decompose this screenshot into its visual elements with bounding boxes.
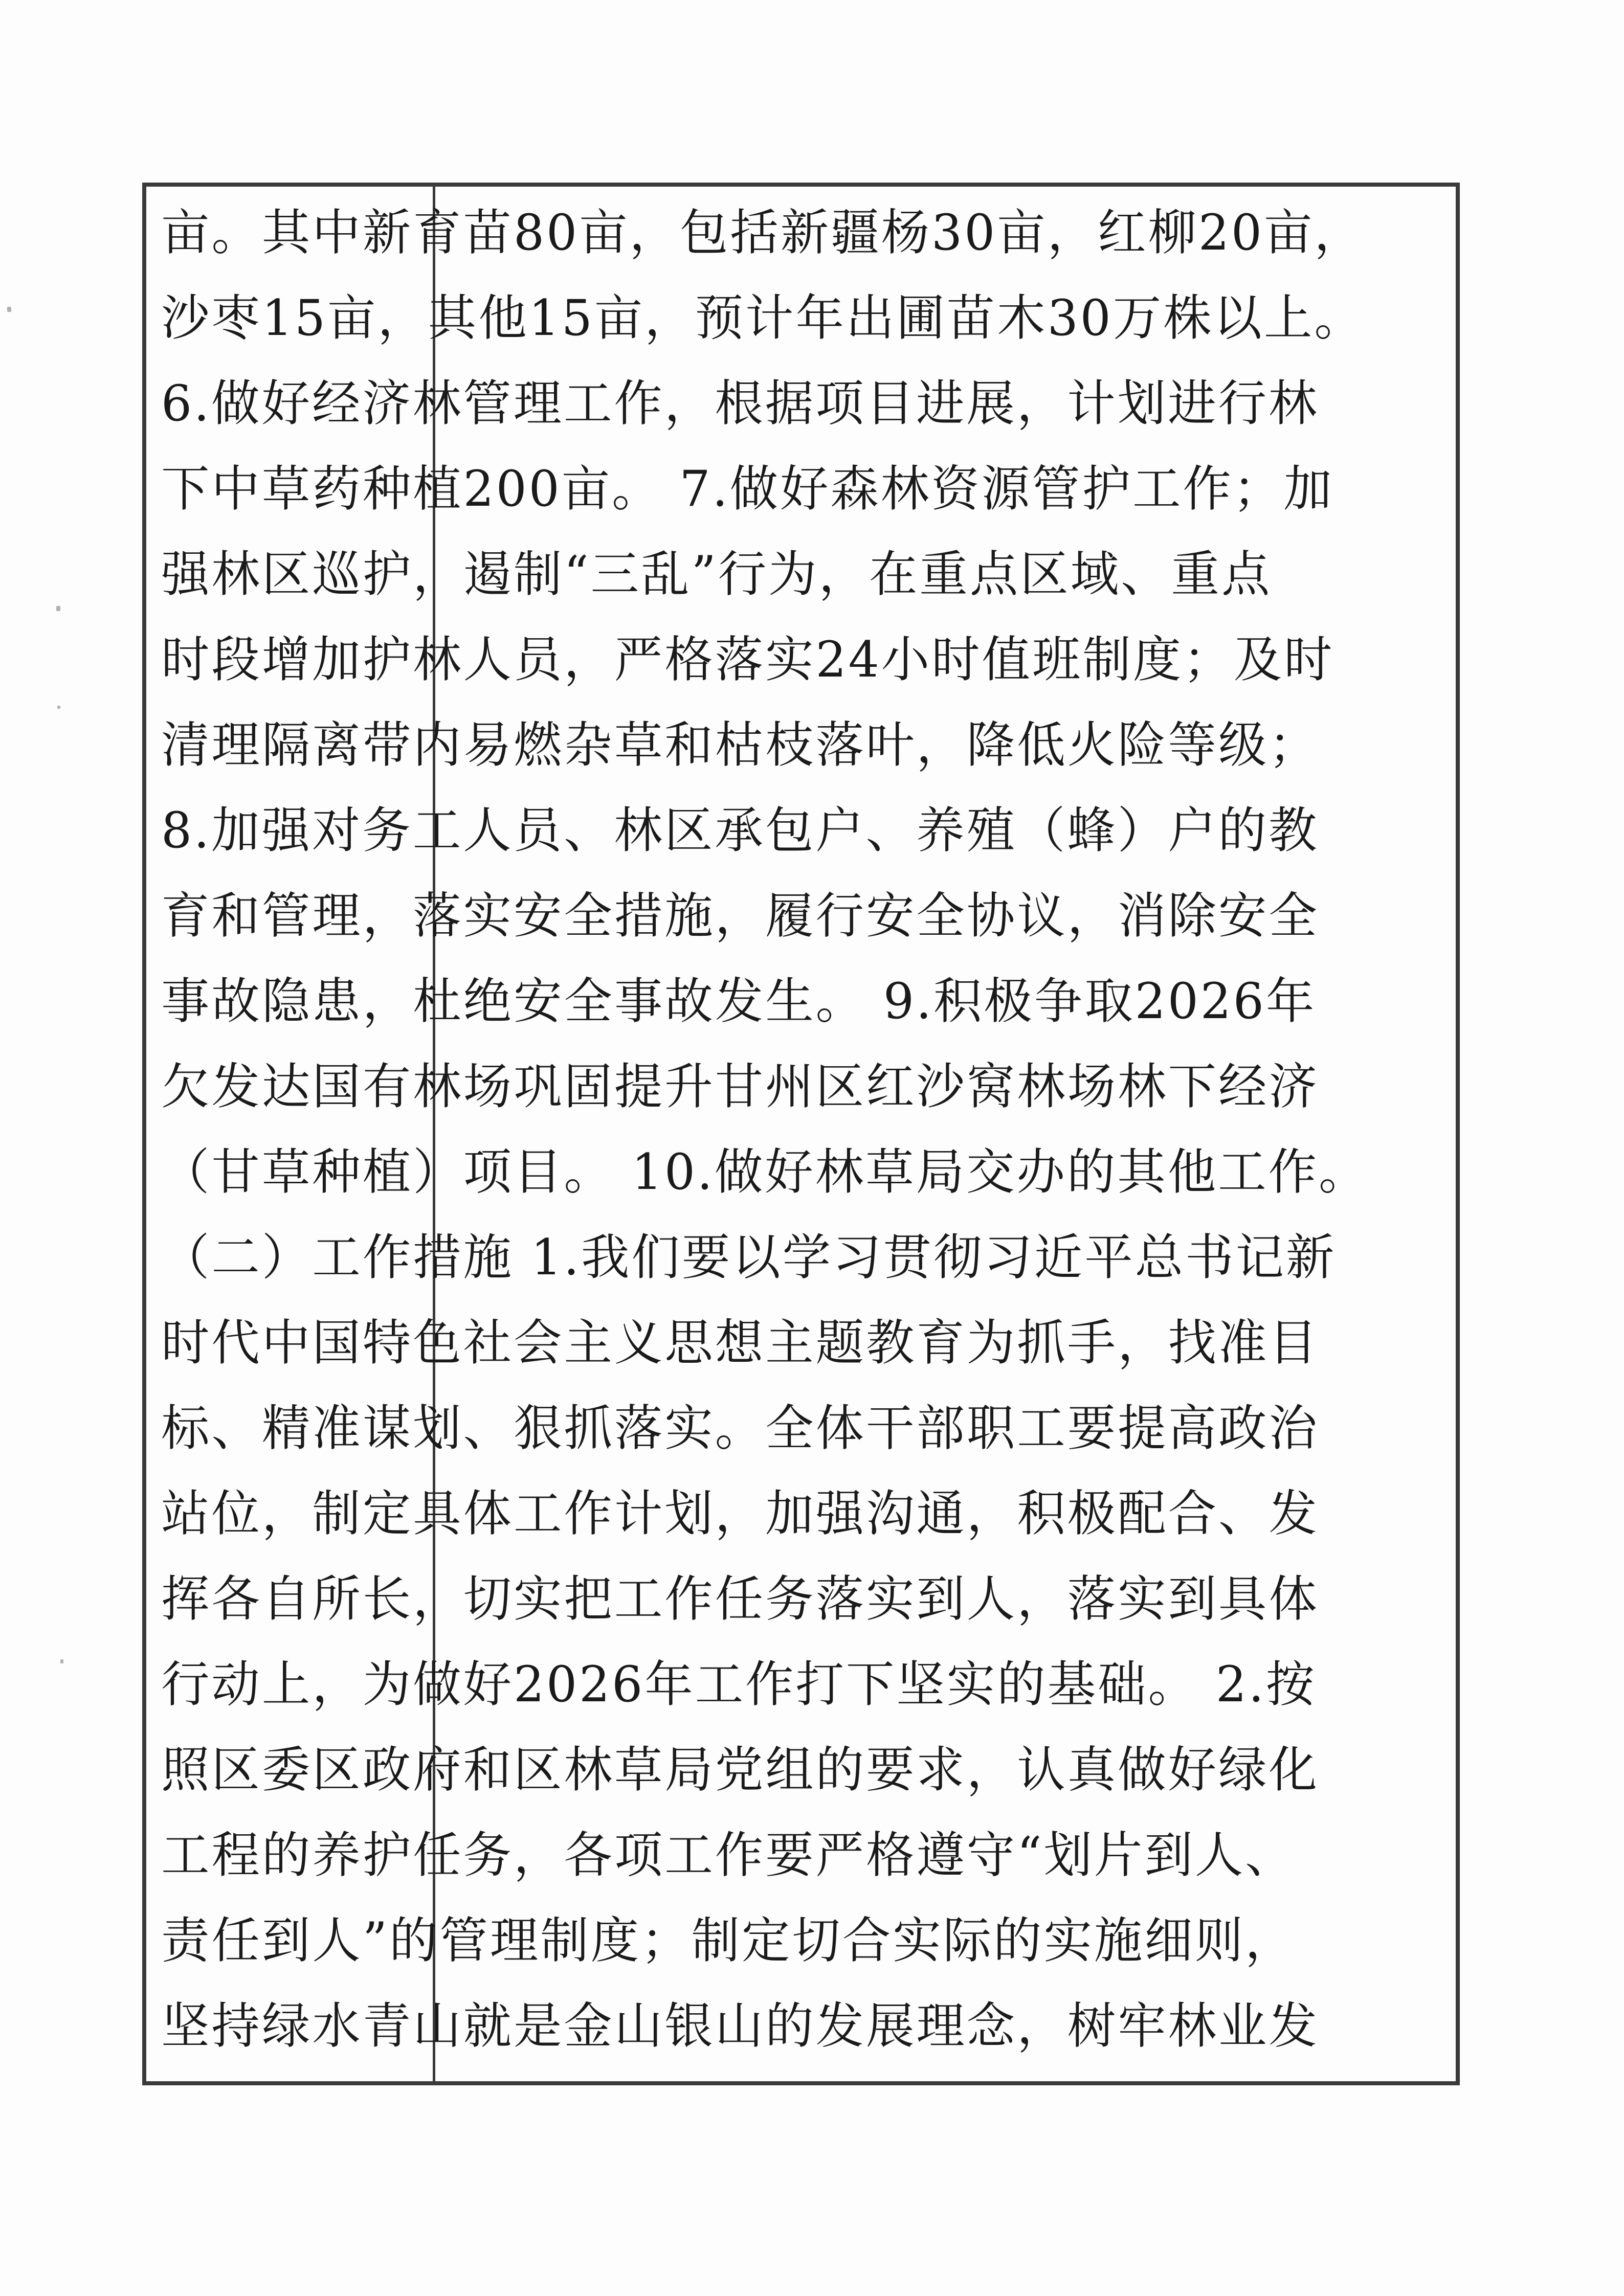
text-line: （甘草种植）项目。 10.做好林草局交办的其他工作。: [161, 1143, 1369, 1201]
scan-speck: [60, 1659, 63, 1663]
scan-speck: [7, 307, 11, 312]
text-line: 坚持绿水青山就是金山银山的发展理念，树牢林业发: [161, 1997, 1319, 2055]
text-line: 强林区巡护，遏制“三乱”行为，在重点区域、重点: [161, 546, 1272, 603]
text-line: 亩。其中新育苗80亩，包括新疆杨30亩，红柳20亩，: [161, 204, 1365, 261]
text-line: 下中草药种植200亩。 7.做好森林资源管护工作；加: [161, 460, 1334, 517]
text-line: 挥各自所长，切实把工作任务落实到人，落实到具体: [161, 1570, 1319, 1628]
scan-speck: [56, 606, 60, 611]
text-line: 站位，制定具体工作计划，加强沟通，积极配合、发: [161, 1485, 1319, 1542]
text-line: 育和管理，落实安全措施，履行安全协议，消除安全: [161, 887, 1319, 944]
text-line: 标、精准谋划、狠抓落实。全体干部职工要提高政治: [161, 1400, 1319, 1457]
text-line: 行动上，为做好2026年工作打下坚实的基础。 2.按: [161, 1656, 1317, 1713]
text-line: 清理隔离带内易燃杂草和枯枝落叶，降低火险等级；: [161, 716, 1319, 774]
text-line: 沙枣15亩，其他15亩，预计年出圃苗木30万株以上。: [161, 289, 1365, 347]
text-line: 8.加强对务工人员、林区承包户、养殖（蜂）户的教: [161, 802, 1319, 859]
text-line: 欠发达国有林场巩固提升甘州区红沙窝林场林下经济: [161, 1058, 1319, 1115]
text-line: 工程的养护任务，各项工作要严格遵守“划片到人、: [161, 1827, 1296, 1884]
text-line: （二）工作措施 1.我们要以学习贯彻习近平总书记新: [161, 1229, 1337, 1286]
text-line: 时段增加护林人员，严格落实24小时值班制度；及时: [161, 631, 1334, 688]
text-line: 6.做好经济林管理工作，根据项目进展，计划进行林: [161, 375, 1319, 432]
scan-speck: [57, 706, 60, 709]
text-line: 责任到人”的管理制度；制定切合实际的实施细则，: [161, 1912, 1296, 1969]
text-line: 事故隐患，杜绝安全事故发生。 9.积极争取2026年: [161, 973, 1317, 1030]
text-line: 照区委区政府和区林草局党组的要求，认真做好绿化: [161, 1741, 1319, 1798]
text-line: 时代中国特色社会主义思想主题教育为抓手，找准目: [161, 1314, 1319, 1371]
